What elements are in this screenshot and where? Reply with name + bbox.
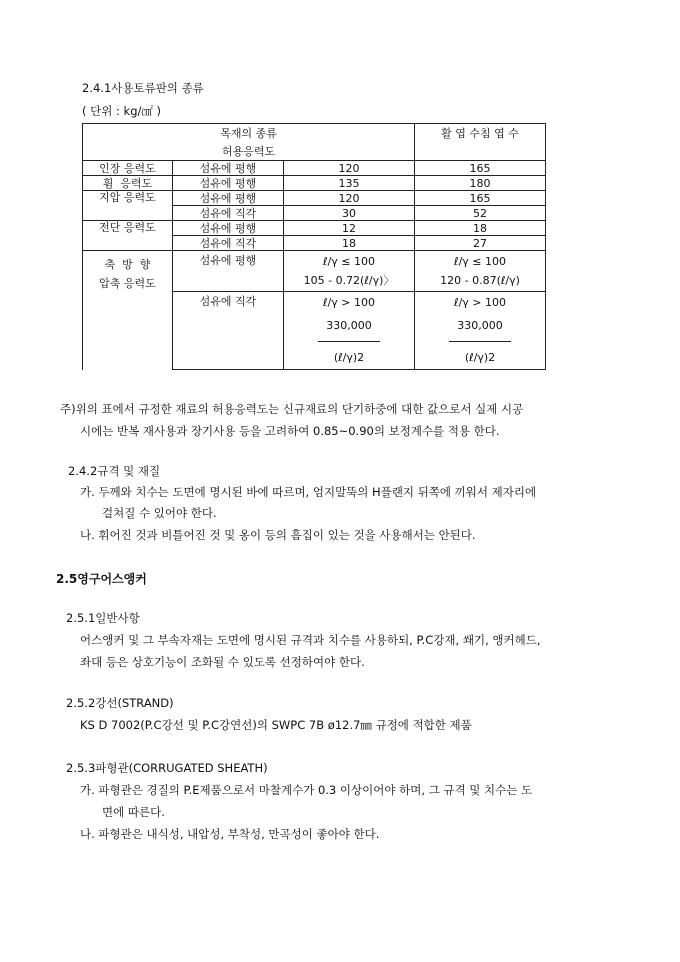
row-value-1: 135 [284,176,415,191]
row-value-1: 30 [284,206,415,221]
general-line-2: 좌대 등은 상호기능이 조화될 수 있도록 선정하여야 한다. [80,655,365,669]
condition-text: ℓ/γ ≤ 100 [454,254,507,268]
table-row [83,221,546,236]
condition-text: ℓ/γ ≤ 100 [323,254,375,268]
denominator-text: (ℓ/γ)2 [333,351,365,365]
condition-text: ℓ/γ > 100 [454,296,507,310]
note-line-1: 주)위의 표에서 규정한 재료의 허용응력도는 신규재료의 단기하중에 대한 값으로서 실제 시공 [60,402,524,416]
row-direction: 섬유에 직각 [173,206,284,221]
table-header-row [83,124,546,161]
section-2-4-2-heading: 2.4.2규격 및 재질 [68,464,161,478]
row-category: 전단 응력도 [83,221,173,251]
section-2-5-1-heading: 2.5.1일반사항 [66,611,140,625]
strand-spec-line: KS D 7002(P.C강선 및 P.C강연선)의 SWPC 7B ø12.7㎜ 규정에 적합한 제품 [80,718,472,732]
row-value-2: 165 [415,191,546,206]
compression-perpendicular-value-1 [284,291,415,369]
spec-item-ga-line-1: 가. 두께와 치수는 도면에 명시된 바에 따르며, 엄지말뚝의 H플랜지 뒤쪽에 끼워서 제자리에 [80,485,537,499]
row-value-1: 120 [284,191,415,206]
compression-category [83,251,173,370]
header-allowable-stress: 허용응력도 [221,144,276,158]
general-line-1: 어스앵커 및 그 부속자재는 도면에 명시된 규격과 치수를 사용하되, P.C강재, 쐐기, 앵커헤드, [80,633,541,647]
section-2-4-1-heading: 2.4.1사용토류판의 종류 [82,81,204,95]
sheath-item-na: 나. 파형관은 내식성, 내압성, 부착성, 만곡성이 좋아야 한다. [80,827,380,841]
compression-parallel-value-2 [415,251,546,291]
formula-text: 120 - 0.87(ℓ/γ) [440,274,520,288]
row-category: 인장 응력도 [83,161,173,176]
row-value-2: 52 [415,206,546,221]
row-direction: 섬유에 평행 [173,161,284,176]
compression-category-line1: 축 방 향 [104,258,151,272]
row-category: 휨 응력도 [83,176,173,191]
header-wood-type: 목재의 종류 [220,126,277,140]
table-row [83,161,546,176]
numerator-text: 330,000 [326,318,372,332]
row-category: 지압 응력도 [83,191,173,221]
row-direction: 섬유에 평행 [173,221,284,236]
row-value-1: 12 [284,221,415,236]
section-2-5-3-heading: 2.5.3파형관(CORRUGATED SHEATH) [66,761,268,775]
spec-item-na: 나. 휘어진 것과 비틀어진 것 및 옹이 등의 흠집이 있는 것을 사용해서는 안된다. [80,528,476,542]
row-value-1: 18 [284,236,415,251]
table-row [83,191,546,206]
row-value-2: 165 [415,161,546,176]
compression-category-line2: 압축 응력도 [99,277,156,291]
header-species: 활 엽 수침 엽 수 [415,124,546,161]
note-line-2: 시에는 반복 재사용과 장기사용 등을 고려하여 0.85~0.90의 보정계수를 적용 한다. [80,424,500,438]
header-wood-type-cell [83,124,415,161]
row-direction: 섬유에 평행 [173,176,284,191]
table-row-compression-parallel [83,251,546,291]
sheath-item-ga-line-2: 면에 따른다. [102,805,165,819]
row-value-1: 120 [284,161,415,176]
allowable-stress-table [82,123,546,370]
condition-text: ℓ/γ > 100 [323,296,375,310]
table-row [83,176,546,191]
section-2-5-heading: 2.5영구어스앵커 [56,572,147,586]
row-value-2: 18 [415,221,546,236]
compression-parallel-value-1 [284,251,415,291]
section-2-5-2-heading: 2.5.2강선(STRAND) [66,696,174,710]
fraction-line [318,341,380,342]
compression-perpendicular-value-2 [415,291,546,369]
row-direction: 섬유에 평행 [173,251,284,291]
row-direction: 섬유에 직각 [173,236,284,251]
fraction-line [449,341,511,342]
unit-label: ( 단위 : kg/㎠ ) [82,104,162,118]
spec-item-ga-line-2: 걸쳐질 수 있어야 한다. [102,506,217,520]
row-value-2: 27 [415,236,546,251]
row-direction: 섬유에 평행 [173,191,284,206]
numerator-text: 330,000 [457,318,503,332]
row-direction: 섬유에 직각 [173,291,284,369]
denominator-text: (ℓ/γ)2 [464,351,496,365]
sheath-item-ga-line-1: 가. 파형관은 경질의 P.E제품으로서 마찰계수가 0.3 이상이어야 하며, 그 규격 및 치수는 도 [80,783,533,797]
formula-text: 105 - 0.72(ℓ/γ)〉 [303,274,395,288]
row-value-2: 180 [415,176,546,191]
